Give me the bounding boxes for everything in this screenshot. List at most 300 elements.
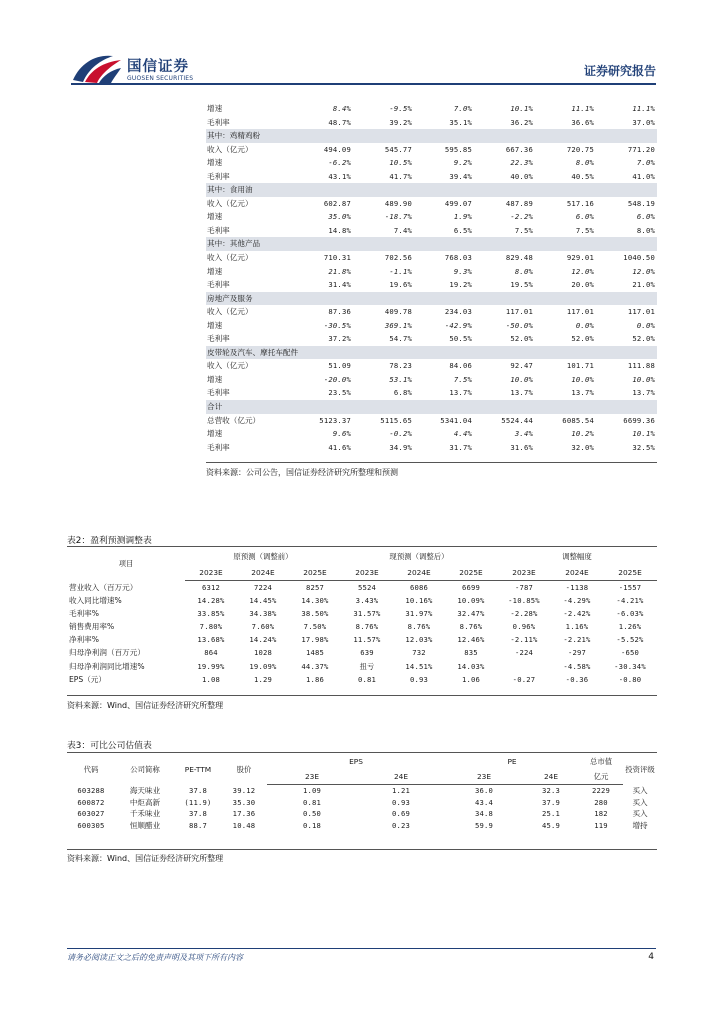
row-label: 收入（亿元） (207, 361, 253, 371)
row-label: 增速 (207, 320, 223, 330)
value-cell: -0.27 (512, 674, 536, 684)
value-cell: 10.1% (510, 104, 533, 113)
value-cell: 3.4% (514, 429, 533, 439)
value-cell: 548.19 (627, 198, 655, 208)
rating-cell: 增持 (632, 821, 648, 831)
value-cell: -18.7% (384, 212, 412, 222)
value-cell: 48.7% (328, 117, 351, 127)
value-cell: 7.0% (453, 104, 472, 113)
table2-top-rule (67, 546, 657, 547)
value-cell: 84.06 (449, 361, 472, 371)
value-cell: 1.26% (618, 622, 642, 632)
section-header-row (206, 346, 657, 360)
value-cell: 1.16% (565, 622, 589, 632)
code-cell: 600305 (77, 821, 105, 831)
value-cell: 11.57% (353, 635, 381, 645)
value-cell: 6.8% (393, 388, 412, 398)
value-cell: 8.0% (636, 225, 655, 235)
table2-group-header-current: 现预测（调整后） (389, 552, 449, 561)
value-cell: -0.36 (565, 674, 589, 684)
table3-title: 表3：可比公司估值表 (67, 741, 152, 751)
pe23-cell: 59.9 (474, 821, 494, 831)
value-cell: 36.2% (510, 117, 533, 127)
rating-cell: 买入 (632, 809, 648, 819)
guosen-logo-icon (71, 52, 123, 84)
year-header: 2023E (185, 566, 237, 581)
value-cell: -50.0% (505, 320, 533, 330)
value-cell: 36.6% (571, 117, 594, 127)
table-row (206, 210, 657, 224)
table2-bottom-rule (67, 695, 657, 696)
value-cell: 7.60% (251, 622, 275, 632)
table1-bottom-rule (206, 462, 657, 463)
pe24-cell: 37.9 (541, 797, 561, 807)
table-row (206, 156, 657, 170)
value-cell: 19.09% (249, 661, 277, 671)
table-row (67, 607, 657, 620)
code-cell: 603027 (77, 809, 105, 819)
section-header-label: 其中：食用油 (206, 183, 657, 197)
value-cell: 5115.65 (380, 415, 412, 425)
logo-english-name: GUOSEN SECURITIES (127, 75, 194, 82)
value-cell: 14.45% (249, 596, 277, 606)
value-cell: 6.0% (575, 212, 594, 222)
footer-divider (67, 948, 656, 949)
row-label: 收入（亿元） (207, 307, 253, 317)
value-cell: 14.51% (405, 661, 433, 671)
value-cell: 710.31 (323, 253, 351, 263)
table3-code-header: 代码 (83, 764, 99, 774)
value-cell: 39.2% (389, 117, 412, 127)
value-cell: 51.09 (328, 361, 351, 371)
year-header: 2025E (289, 566, 341, 581)
page-number: 4 (648, 952, 654, 962)
row-label: 净利率% (69, 635, 99, 645)
value-cell: 5524.44 (501, 415, 533, 425)
value-cell: 7224 (253, 583, 273, 592)
row-label: 毛利率% (69, 609, 99, 619)
value-cell: 667.36 (505, 144, 533, 154)
value-cell: 10.5% (389, 158, 412, 168)
year-header: 2024E (393, 566, 445, 581)
year-header: 2023E (497, 566, 551, 581)
name-cell: 千禾味业 (129, 809, 161, 819)
mcap-cell: 2229 (591, 786, 611, 795)
value-cell: 0.81 (357, 674, 377, 684)
value-cell: 8.76% (407, 622, 431, 632)
price-cell: 17.36 (232, 809, 256, 819)
value-cell: -787 (514, 583, 534, 592)
code-cell: 600872 (77, 797, 105, 807)
value-cell: 9.3% (453, 266, 472, 276)
value-cell: 32.0% (571, 442, 594, 452)
table3-mcap-unit-header: 亿元 (579, 769, 623, 785)
value-cell: 41.7% (389, 171, 412, 181)
value-cell: 19.2% (449, 280, 472, 290)
value-cell: 41.0% (632, 171, 655, 181)
value-cell (497, 660, 551, 673)
section-header-label: 房地产及服务 (206, 292, 657, 306)
value-cell: 31.97% (405, 609, 433, 619)
table-row (206, 427, 657, 441)
value-cell: 6699 (461, 583, 481, 592)
table-row (67, 660, 657, 673)
row-label: 毛利率 (207, 225, 230, 235)
value-cell: 21.0% (632, 280, 655, 290)
table-row (206, 386, 657, 400)
row-label: 毛利率 (207, 442, 230, 452)
header-divider (71, 83, 656, 85)
earnings-forecast-adjustment-table (67, 548, 657, 686)
row-label: 增速 (207, 266, 223, 276)
value-cell: 829.48 (505, 253, 533, 263)
value-cell: 595.85 (444, 144, 472, 154)
value-cell: -30.34% (614, 661, 646, 671)
mcap-cell: 119 (594, 821, 608, 831)
value-cell: 78.23 (389, 361, 412, 371)
comparable-valuation-table (67, 754, 657, 832)
value-cell: 6085.54 (562, 415, 594, 425)
value-cell: 32.5% (632, 442, 655, 452)
value-cell: -297 (567, 648, 587, 658)
value-cell: 517.16 (566, 198, 594, 208)
table2-group-header-original: 原预测（调整前） (233, 552, 293, 561)
eps24-cell: 0.69 (391, 809, 411, 819)
table-row (206, 319, 657, 333)
value-cell: 32.47% (457, 609, 485, 619)
value-cell: 7.4% (393, 225, 412, 235)
value-cell: 409.78 (384, 307, 412, 317)
value-cell: 10.2% (571, 429, 594, 439)
value-cell: 10.09% (457, 596, 485, 606)
value-cell: -9.5% (389, 104, 412, 113)
value-cell: 9.6% (332, 429, 351, 439)
value-cell: 19.99% (197, 661, 225, 671)
value-cell: -2.42% (563, 609, 591, 619)
pe24-cell: 25.1 (541, 809, 561, 819)
table-row (206, 197, 657, 211)
price-cell: 35.30 (232, 797, 256, 807)
value-cell: 0.93 (409, 674, 429, 684)
value-cell: 23.5% (328, 388, 351, 398)
value-cell: 8.0% (575, 158, 594, 168)
value-cell: 22.3% (510, 158, 533, 168)
eps23-cell: 0.81 (302, 797, 322, 807)
value-cell: 7.0% (636, 158, 655, 168)
value-cell: 234.03 (444, 307, 472, 317)
value-cell: 369.1% (384, 320, 412, 330)
table3-top-rule (67, 752, 657, 753)
value-cell: 4.4% (453, 429, 472, 439)
value-cell: 1028 (253, 648, 273, 658)
value-cell: 14.8% (328, 225, 351, 235)
value-cell: 7.50% (303, 622, 327, 632)
section-header-row (206, 292, 657, 306)
value-cell: 87.36 (328, 307, 351, 317)
table3-name-header: 公司简称 (130, 764, 160, 774)
value-cell: 8.76% (459, 622, 483, 632)
row-label: 总营收（亿元） (207, 415, 261, 425)
table-row (206, 116, 657, 130)
value-cell: 9.2% (453, 158, 472, 168)
value-cell: 117.01 (627, 307, 655, 317)
value-cell: 34.9% (389, 442, 412, 452)
value-cell: 52.0% (632, 334, 655, 344)
table-row (206, 143, 657, 157)
report-type-title: 证券研究报告 (583, 64, 656, 78)
value-cell: 40.5% (571, 171, 594, 181)
rating-cell: 买入 (632, 785, 648, 795)
value-cell: 31.4% (328, 280, 351, 290)
section-header-label: 其中：鸡精鸡粉 (206, 129, 657, 143)
value-cell: 768.03 (444, 253, 472, 263)
value-cell: 10.0% (632, 374, 655, 384)
table-row (67, 594, 657, 607)
row-label: 收入同比增速% (69, 596, 122, 606)
value-cell: 639 (360, 648, 374, 658)
value-cell: 40.0% (510, 171, 533, 181)
table3-pe-23-header: 23E (445, 769, 523, 785)
eps24-cell: 1.21 (391, 786, 411, 795)
value-cell: 835 (464, 648, 478, 658)
table3-pe-header: PE (507, 757, 517, 766)
value-cell: 6699.36 (623, 415, 655, 425)
value-cell: 732 (412, 648, 426, 658)
row-label: 归母净利润（百万元） (69, 648, 145, 658)
company-logo (71, 48, 211, 88)
table-row (67, 673, 657, 686)
table-row (206, 278, 657, 292)
table2-title: 表2：盈利预测调整表 (67, 536, 152, 546)
table3-eps-header: EPS (349, 757, 363, 766)
value-cell: 7.5% (514, 225, 533, 235)
value-cell: 602.87 (323, 198, 351, 208)
value-cell: 7.5% (575, 225, 594, 235)
value-cell: 50.5% (449, 334, 472, 344)
row-label: 收入（亿元） (207, 198, 253, 208)
eps23-cell: 0.50 (302, 809, 322, 819)
table-row (67, 820, 657, 832)
value-cell: 19.6% (389, 280, 412, 290)
value-cell: -2.11% (510, 635, 538, 645)
value-cell: 0.96% (512, 622, 536, 632)
section-header-label: 合计 (206, 400, 657, 414)
value-cell: 487.89 (505, 198, 533, 208)
value-cell: -1.1% (389, 266, 412, 276)
section-header-label: 皮带轮及汽车、摩托车配件 (206, 346, 657, 360)
table1-source-note: 资料来源：公司公告，国信证券经济研究所整理和预测 (206, 468, 398, 477)
row-label: EPS（元） (69, 674, 106, 684)
row-label: 收入（亿元） (207, 253, 253, 263)
value-cell: -30.5% (323, 320, 351, 330)
table-row (67, 785, 657, 797)
pe23-cell: 34.8 (474, 809, 494, 819)
value-cell: 10.16% (405, 596, 433, 606)
mcap-cell: 182 (594, 809, 608, 819)
table3-source-note: 资料来源：Wind、国信证券经济研究所整理 (67, 854, 224, 863)
value-cell: 6.5% (453, 225, 472, 235)
value-cell: 771.20 (627, 144, 655, 154)
table-row (67, 797, 657, 809)
value-cell: 19.5% (510, 280, 533, 290)
value-cell: 10.0% (510, 374, 533, 384)
section-header-row (206, 183, 657, 197)
value-cell: 12.0% (632, 266, 655, 276)
table-row (206, 251, 657, 265)
table-row (206, 265, 657, 279)
table2-group-header-adjustment: 调整幅度 (562, 552, 592, 561)
table-row (67, 808, 657, 820)
row-label: 增速 (207, 212, 223, 222)
value-cell: 12.0% (571, 266, 594, 276)
row-label: 毛利率 (207, 388, 230, 398)
value-cell: 35.0% (328, 212, 351, 222)
value-cell: -1138 (565, 583, 589, 592)
row-label: 收入（亿元） (207, 144, 253, 154)
value-cell: 13.7% (510, 388, 533, 398)
mcap-cell: 280 (594, 797, 608, 807)
table3-price-header: 股价 (236, 764, 252, 774)
pe-ttm-cell: 37.8 (188, 809, 208, 819)
row-label: 销售费用率% (69, 622, 115, 632)
section-header-row (206, 400, 657, 414)
section-header-row (206, 129, 657, 143)
value-cell: 929.01 (566, 253, 594, 263)
value-cell: 111.88 (627, 361, 655, 371)
value-cell: 53.1% (389, 374, 412, 384)
value-cell: 38.50% (301, 609, 329, 619)
value-cell: 21.8% (328, 266, 351, 276)
value-cell: 7.5% (453, 374, 472, 384)
logo-chinese-name: 国信证券 (127, 59, 189, 75)
value-cell: 6312 (201, 583, 221, 592)
value-cell: -4.58% (563, 661, 591, 671)
value-cell: 17.98% (301, 635, 329, 645)
value-cell: 52.0% (510, 334, 533, 344)
value-cell: 10.0% (571, 374, 594, 384)
value-cell: 1040.50 (623, 253, 655, 263)
value-cell: 0.0% (575, 320, 594, 330)
value-cell: 5524 (357, 583, 377, 592)
row-label: 归母净利润同比增速% (69, 661, 145, 671)
row-label: 增速 (207, 429, 223, 439)
value-cell: -0.80 (618, 674, 642, 684)
table-row (206, 414, 657, 428)
table-row (206, 359, 657, 373)
price-cell: 10.48 (232, 821, 256, 831)
table3-eps-23-header: 23E (267, 769, 357, 785)
value-cell: -2.2% (510, 212, 533, 222)
value-cell: -650 (620, 648, 640, 658)
table-row (206, 224, 657, 238)
value-cell: 499.07 (444, 198, 472, 208)
value-cell: 6086 (409, 583, 429, 592)
table-row (206, 102, 657, 116)
value-cell: -10.85% (508, 596, 540, 606)
value-cell: 12.46% (457, 635, 485, 645)
table3-pettm-header: PE-TTM (184, 764, 212, 774)
section-header-row (206, 237, 657, 251)
value-cell: 31.6% (510, 442, 533, 452)
row-label: 增速 (207, 104, 223, 113)
value-cell: 6.0% (636, 212, 655, 222)
pe23-cell: 43.4 (474, 797, 494, 807)
value-cell: 14.24% (249, 635, 277, 645)
value-cell: 702.56 (384, 253, 412, 263)
value-cell: 1.06 (461, 674, 481, 684)
table3-eps-24-header: 24E (357, 769, 445, 785)
table-row (67, 633, 657, 646)
value-cell: 5123.37 (319, 415, 351, 425)
table3-pe-24-header: 24E (523, 769, 579, 785)
value-cell: 扭亏 (359, 661, 375, 671)
value-cell: 720.75 (566, 144, 594, 154)
value-cell: 33.85% (197, 609, 225, 619)
value-cell: 20.0% (571, 280, 594, 290)
name-cell: 海天味业 (129, 785, 161, 795)
value-cell: 8.4% (332, 104, 351, 113)
value-cell: 864 (204, 648, 218, 658)
value-cell: 13.7% (571, 388, 594, 398)
value-cell: -224 (514, 648, 534, 658)
value-cell: 5341.04 (440, 415, 472, 425)
value-cell: 12.03% (405, 635, 433, 645)
pe24-cell: 45.9 (541, 821, 561, 831)
value-cell: 101.71 (566, 361, 594, 371)
table3-bottom-rule (67, 849, 657, 850)
value-cell: 494.09 (323, 144, 351, 154)
value-cell: 43.1% (328, 171, 351, 181)
value-cell: 13.68% (197, 635, 225, 645)
value-cell: -2.28% (510, 609, 538, 619)
pe-ttm-cell: (11.9) (184, 797, 212, 807)
value-cell: 31.57% (353, 609, 381, 619)
value-cell: 0.0% (636, 320, 655, 330)
value-cell: -4.29% (563, 596, 591, 606)
segment-forecast-table (206, 102, 657, 454)
value-cell: 8.0% (514, 266, 533, 276)
value-cell: 1.9% (453, 212, 472, 222)
value-cell: -20.0% (323, 374, 351, 384)
table-row (206, 373, 657, 387)
value-cell: 13.7% (449, 388, 472, 398)
year-header: 2025E (445, 566, 497, 581)
table2-item-header: 项目 (118, 559, 134, 569)
value-cell: 34.38% (249, 609, 277, 619)
table3-rating-header: 投资评级 (625, 764, 655, 774)
value-cell: -42.9% (444, 320, 472, 330)
name-cell: 恒顺醋业 (129, 821, 161, 831)
value-cell: 8.76% (355, 622, 379, 632)
value-cell: 14.30% (301, 596, 329, 606)
value-cell: 117.01 (505, 307, 533, 317)
row-label: 增速 (207, 158, 223, 168)
row-label: 毛利率 (207, 334, 230, 344)
name-cell: 中炬高新 (129, 797, 161, 807)
pe24-cell: 32.3 (541, 786, 561, 795)
value-cell: -1557 (618, 583, 642, 592)
table-row (67, 646, 657, 659)
table-row (206, 332, 657, 346)
value-cell: 41.6% (328, 442, 351, 452)
rating-cell: 买入 (632, 797, 648, 807)
section-header-label: 其中：其他产品 (206, 237, 657, 251)
value-cell: 489.90 (384, 198, 412, 208)
value-cell: -0.2% (389, 429, 412, 439)
value-cell: 1.29 (253, 674, 273, 684)
value-cell: 117.01 (566, 307, 594, 317)
price-cell: 39.12 (232, 785, 256, 795)
